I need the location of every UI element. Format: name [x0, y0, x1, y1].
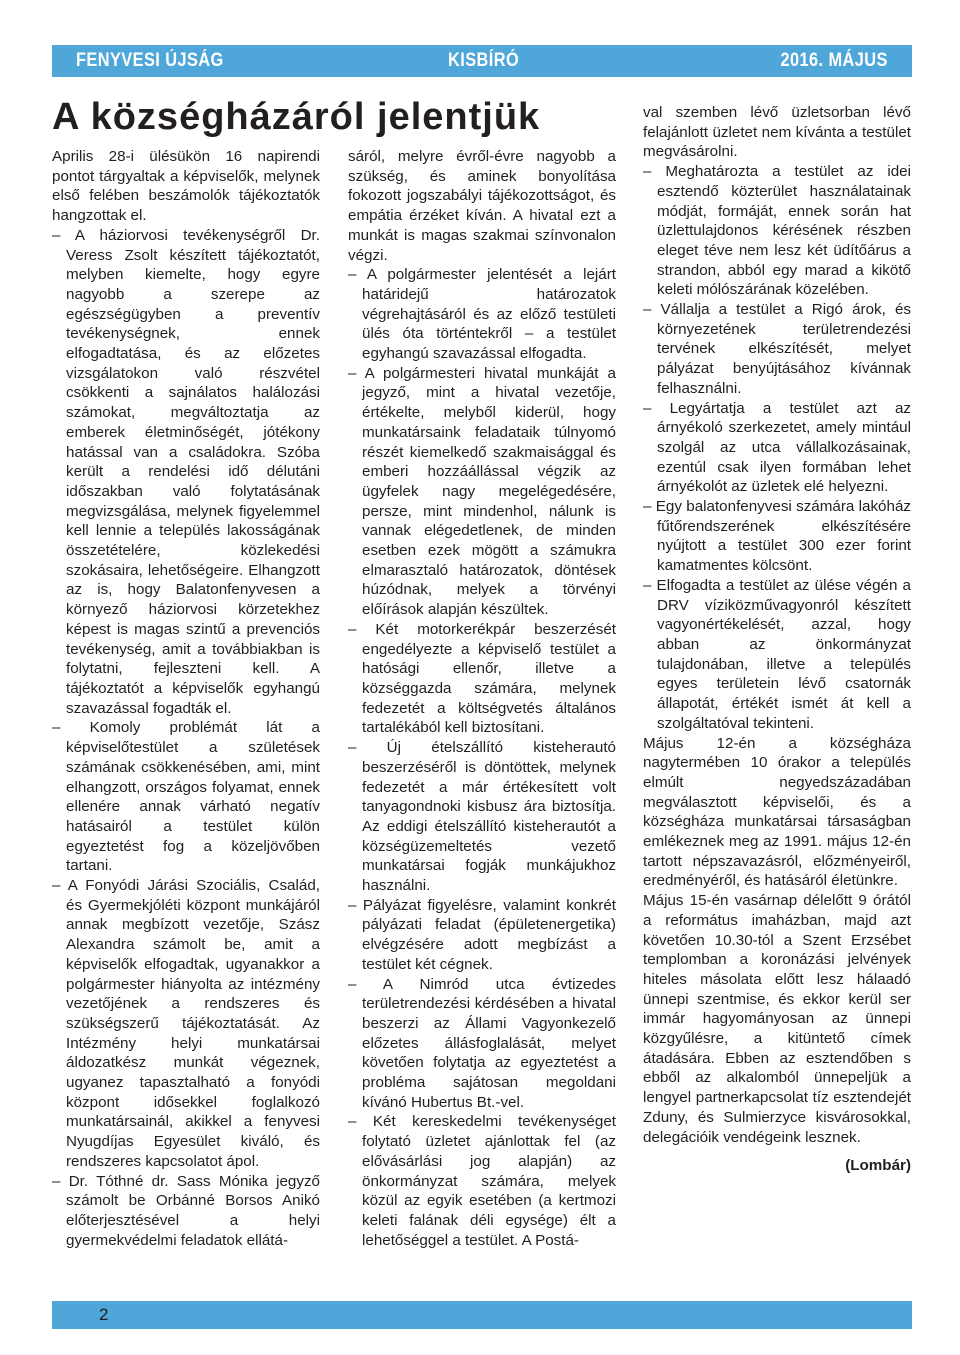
author-signature: (Lombár): [845, 1157, 911, 1175]
agenda-item-child-protection: – Dr. Tóthné dr. Sass Mónika jegyző számolt be Orbánné Borsos Anikó előterjesztésével a helyi gyermekvédelmi feladatok ellátá-: [52, 1172, 320, 1249]
intro-paragraph: Aprilis 28-i ülésükön 16 napirendi pontot tárgyaltak a képviselők, melynek első felében beszámolók tájékoztatók hangzottak el.: [52, 148, 320, 225]
section-name: KISBÍRÓ: [448, 50, 520, 71]
agenda-item-rigo-ditch: – Vállalja a testület a Rigó árok, és környezetének területrendezési tervének elkészítését, melyet pályázat benyújtásához kívánnak felhasználni.: [643, 301, 911, 397]
footer-bar: [52, 1301, 912, 1329]
agenda-item-social-center: – A Fonyódi Járási Szociális, Család, és Gyermekjóléti központ munkájáról annak megbízott vezetője, Szász Alexandra számolt be, amit a képviselők elfogadtak, ugyanakkor a polgármester hiányolta az intézmény vezetőjének a rendszeres és szükségszerű tájékoztatását. Az Intézmény helyi munkatársai áldozatkész munkát végeznek, ugyanez tapasztalható a fonyódi központ idősekkel foglalkozó munkatársainál, akikkel a fenyvesi Nyugdíjas Egyesület kiváló, és rendszeres kapcsolatot ápol.: [52, 877, 320, 1170]
agenda-item-nimrod-street: – A Nimród utca évtizedes területrendezési kérdésében a hivatal beszerzi az Állami Vagyonkezelő előzetes állásfoglalását, melyet követően folytatja az egyeztetést a probléma sajátosan megoldani kívánó Hubertus Bt.-vel.: [348, 975, 616, 1111]
publication-name: FENYVESI ÚJSÁG: [76, 50, 224, 71]
agenda-item-drv-valuation: – Elfogadta a testület az ülése végén a DRV víziközművagyonról készített vagyonértékelését, azzal, hogy abban az önkormányzat tulajdonában, illetve a település egyes területein lévő csatornák állapotát, értékét ismét át kell a szolgáltatóval tekinteni.: [643, 576, 911, 732]
agenda-item-birth-rate: – Komoly problémát lát a képviselőtestület a születések számának csökkenésében, ami, mint elhangzott, országos folyamat, ennek ellenére annak várható negatív hatásairól a testület külön egyeztetést fog a közeljövőben tartani.: [52, 719, 320, 875]
article-column-3: [643, 103, 911, 1176]
agenda-item-office-evaluation: – A polgármesteri hivatal munkáját a jegyző, mint a hivatal vezetője, értékelte, melyből kiderül, hogy munkatársaink feladataik túlnyomó részét kiemelkedő szakmaisággal és emberi hozzáállással végzik az ügyfelek nagy megelégedésére, persze, mint mindenhol, nálunk is vannak elégedetlenek, de minden esetben ezek mögött a számukra elmarasztaló határozatok, döntések húzódnak, melyek a törvényi előírások alapján készültek.: [348, 364, 616, 619]
article-column-1: [52, 147, 320, 1250]
agenda-item-shops: – Két kereskedelmi tevékenységet folytató üzletet ajánlottak fel (az elővásárlási jog alapján) az önkormányzat számára, melyek közül az egyik esetében (a kertmozi keleti falának déli egysége) élt a lehetőséggel a testület. A Postá-: [348, 1113, 616, 1249]
agenda-item-heating-loan: – Egy balatonfenyvesi számára lakóház fűtőrendszerének elkészítésére nyújtott a testület 300 ezer forint kamatmentes kölcsönt.: [643, 498, 911, 575]
agenda-item-public-space: – Meghatározta a testület az idei esztendő közterület használatainak módját, formáját, ennek során hat üzlettulajdonos kérésének részben eleget téve nem lesz két üdítőárus a strandon, abból egy marad a kikötő keleti mólószárának közelében.: [643, 163, 911, 299]
event-may-15: Május 15-én vasárnap délelőtt 9 órától a református imaházban, majd azt követően 10.30-tól a Szent Erzsébet templomban a koronázási jelvények hiteles másolata előtt lesz hálaadó ünnepi szentmise, és ekkor kerül ser immár hagyományosan az ünnepi közgyűlésre, a kitüntető címek átadására. Ebben az esztendőben s ebből az alkalomból ünnepeljük a lengyel partnerkapcsolat tíz esztendejét Zduny, és Sulmierzyce kisvárosokkal, delegációik vendégeink lesznek.: [643, 892, 911, 1146]
article-title: A községházáról jelentjük: [52, 96, 541, 138]
page-number: 2: [99, 1305, 109, 1324]
agenda-item-shading: – Legyártatja a testület azt az árnyékoló szerkezetet, amely mintául szolgál az utca vállalkozásainak, ezentúl csak ilyen formában lehet árnyékolót az üzletek elé helyezni.: [643, 399, 911, 496]
agenda-item-mayor-report: – A polgármester jelentését a lejárt határidejű határozatok végrehajtásáról és az előző testületi ülés óta történtekről – a testület egyhangú szavazással elfogadta.: [348, 266, 616, 363]
article-column-2: [348, 147, 616, 1250]
agenda-item-tenders: – Pályázat figyelésre, valamint konkrét pályázati feladat (épületenergetika) elvégzésére adott megbízást a testület két cégnek.: [348, 896, 616, 973]
issue-date: 2016. MÁJUS: [780, 50, 888, 71]
paragraph-continued: val szemben lévő üzletsorban lévő felajánlott üzletet nem kívánta a testület megvásárolni.: [643, 104, 911, 161]
event-may-12: Május 12-én a községháza nagytermében 10 órakor a település elmúlt negyedszázadában megválasztott képviselői, és a községháza munkatársai társaságban emlékeznek meg az 1991. május 12-én tartott népszavazásról, előzményeiről, eredményéről, és hatásáról életünkre.: [643, 734, 911, 890]
header-bar: [52, 45, 912, 77]
agenda-item-motorcycles: – Két motorkerékpár beszerzését engedélyezte a képviselő testület a hatósági ellenőr, illetve a községgazda számára, melynek fedezetét a költségvetés általános tartalékából kell biztosítani.: [348, 620, 616, 737]
paragraph-continued: sáról, melyre évről-évre nagyobb a szükség, és aminek bonyolítása fokozott jogszabályi tájékozottságot, és empátia érzéket kíván. A hivatal ezt a munkát is magas szakmai színvonalon végzi.: [348, 148, 616, 264]
agenda-item-food-truck: – Új ételszállító kisteherautó beszerzéséről is döntöttek, melynek fedezetét a már értékesített volt tanyagondnoki kisbusz ára biztosítja. Az eddigi ételszállító kisteherautót a községüzemeltetés vezető munkatársai fogják munkájukhoz használni.: [348, 739, 616, 895]
agenda-item-gp-report: – A háziorvosi tevékenységről Dr. Veress Zsolt készített tájékoztatót, melyben kiemelte, hogy egyre nagyobb a szerepe az egészségügyben a preventív tevékenységnek, ennek elfogadtatása, és az előzetes vizsgálatokon való részvétel csökkenti a sajnálatos halálozási számokat, megváltoztatja az emberek életminőségét, jótékony hatással van a családokra. Szóba került a rendelési idő délutáni időszakban való folytatásának megvizsgálása, melynek figyelemmel kell lennie a település lakosságának összetételére, közlekedési szokásaira, lehetőségeire. Elhangzott az is, hogy Balatonfenyvesen a környező háziorvosi körzetekhez képest is magas szintű a prevenciós tevékenység, amit a továbbiakban is folytatni, fejleszteni kell. A tájékoztatót a képviselők egyhangú szavazással fogadták el.: [52, 226, 320, 717]
